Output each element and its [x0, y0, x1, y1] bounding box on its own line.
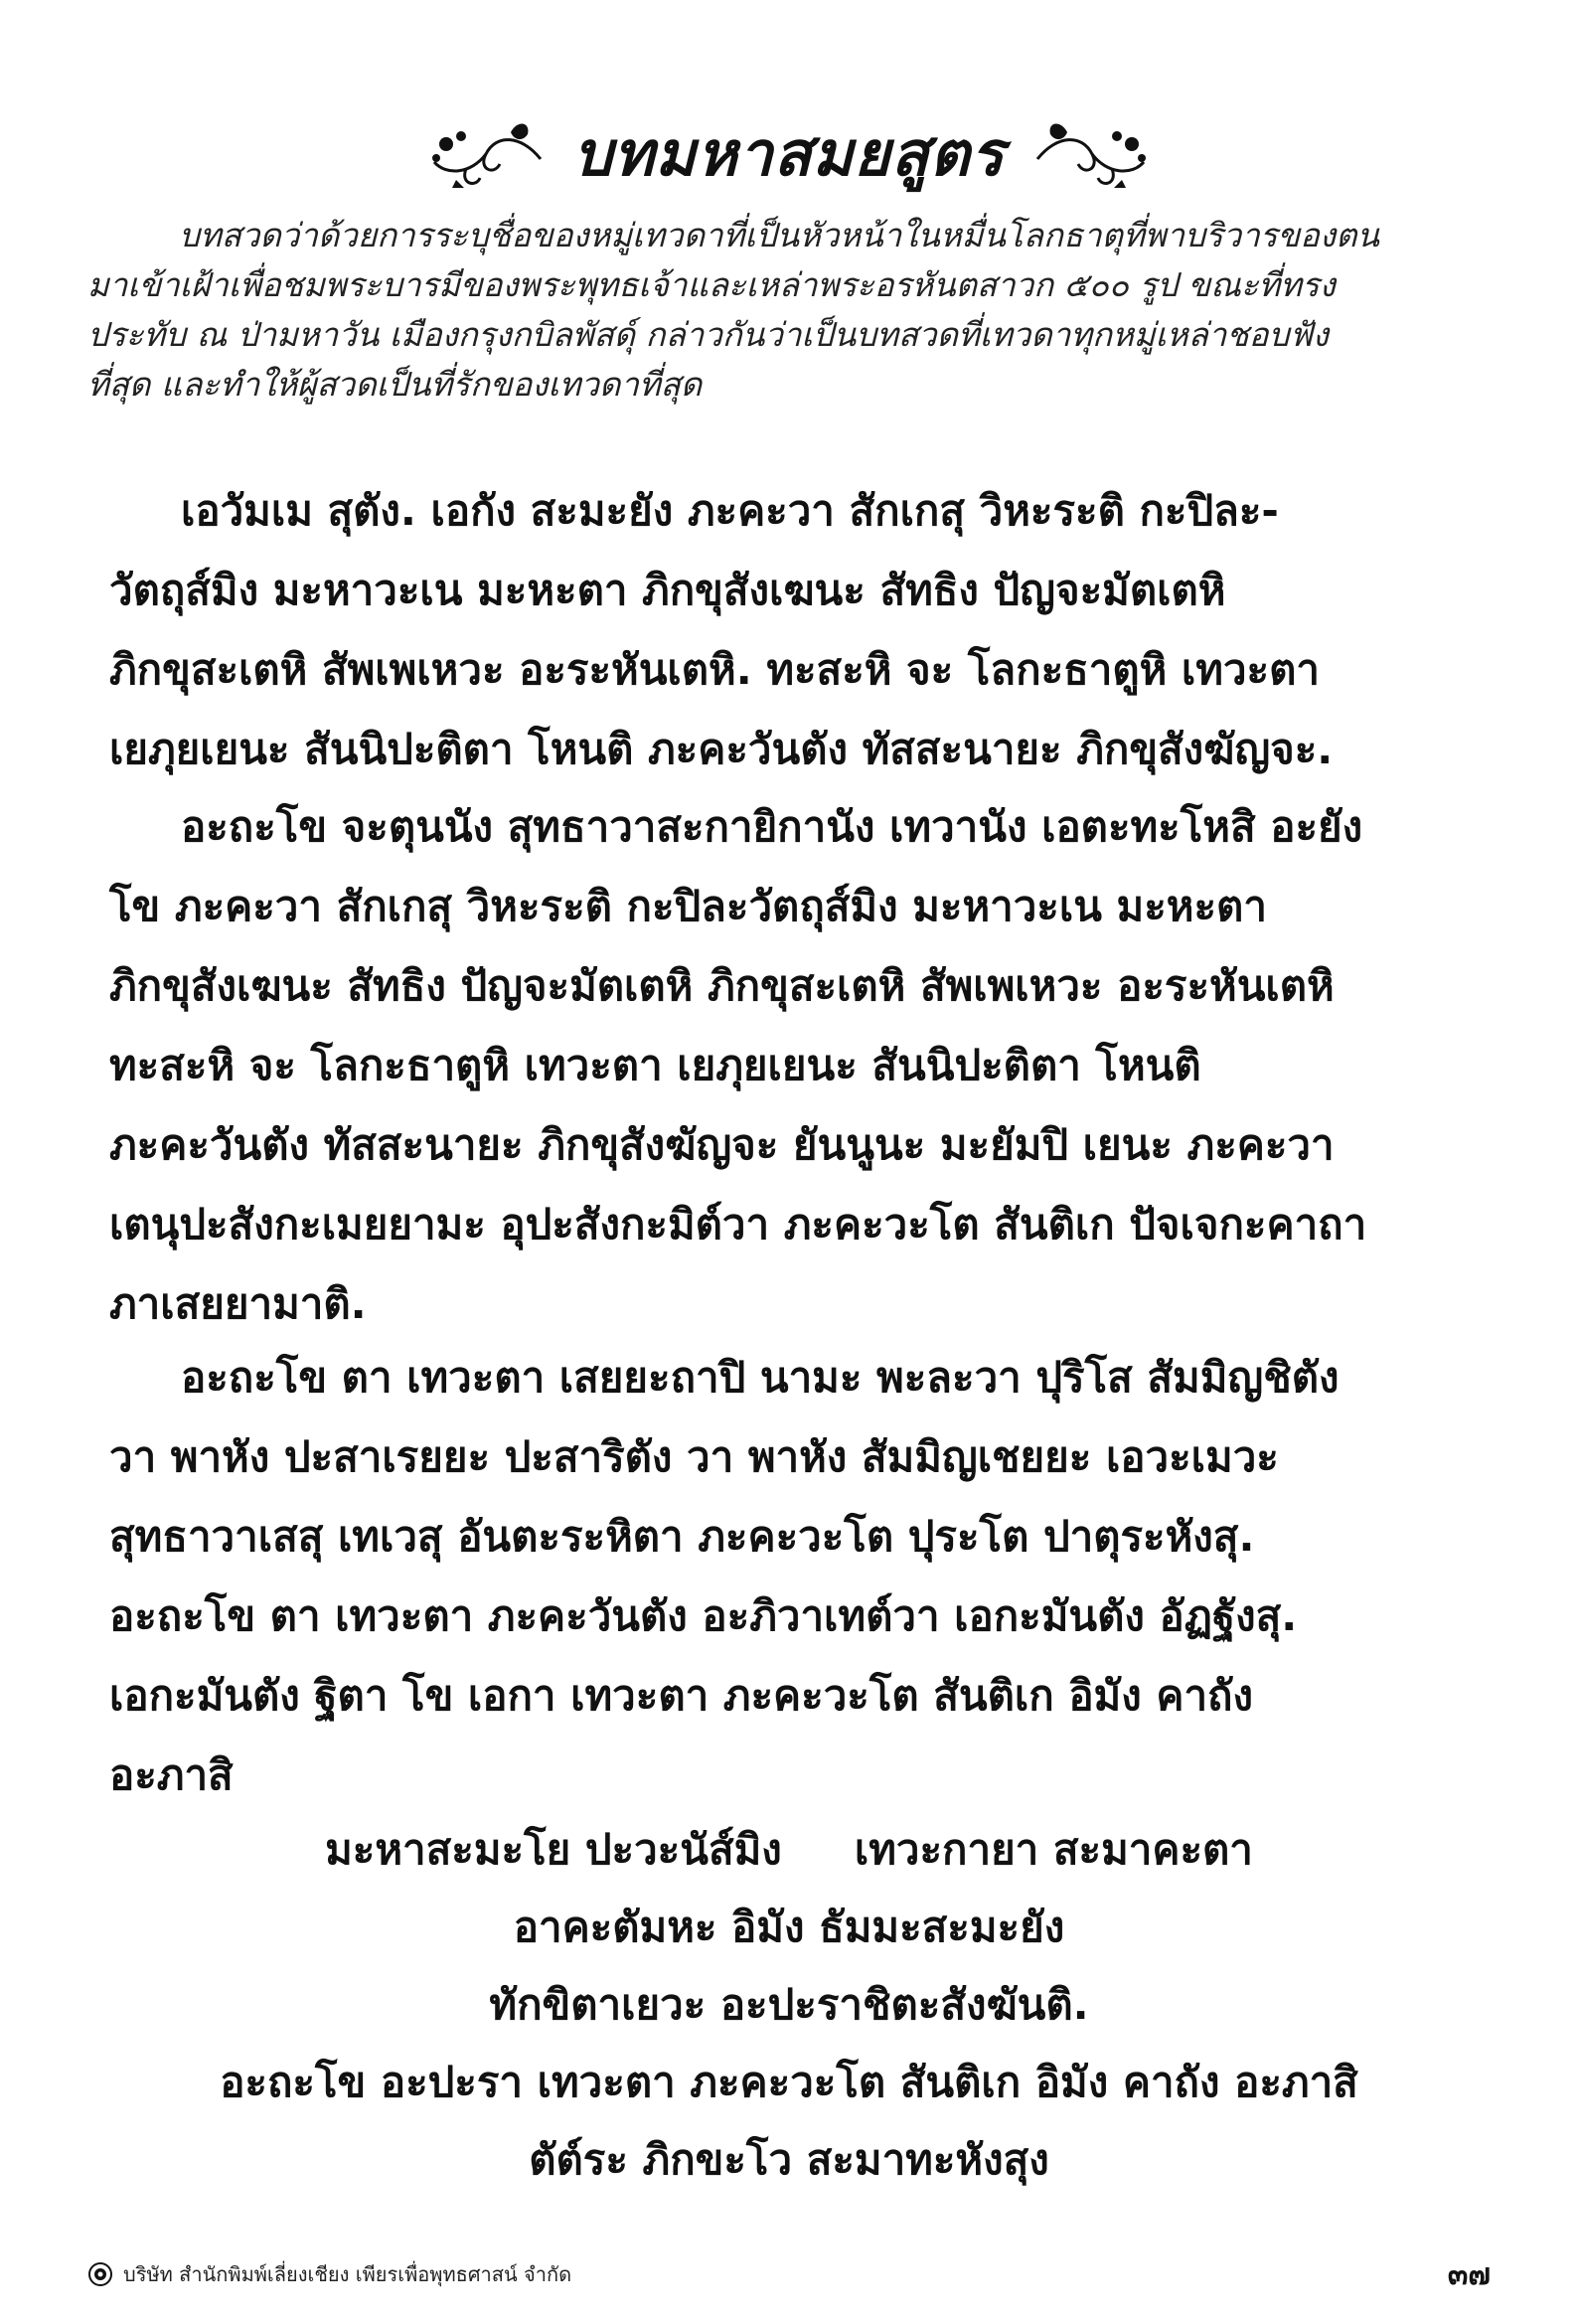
page-title: บทมหาสมยสูตร: [572, 117, 1006, 190]
chant-line: เยภุยเยนะ สันนิปะติตา โหนติ ภะคะวันตัง ทัสสะนายะ ภิกขุสังฆัญจะ.: [109, 725, 1334, 773]
chant-line: อะถะโข จะตุนนัง สุทธาวาสะกายิกานัง เทวานัง เอตะทะโหสิ อะยัง: [181, 802, 1363, 851]
publisher-name: บริษัท สำนักพิมพ์เลี่ยงเชียง เพียรเพื่อพุทธศาสน์ จำกัด: [123, 2262, 572, 2286]
chant-line: โข ภะคะวา สักเกสุ วิหะระติ กะปิละวัตถุส์มิง มะหาวะเน มะหะตา: [109, 882, 1267, 930]
chant-line: เอวัมเม สุตัง. เอกัง สะมะยัง ภะคะวา สักเกสุ วิหะระติ กะปิละ-: [181, 486, 1279, 535]
title-row: [0, 99, 1578, 209]
chant-line: วา พาหัง ปะสาเรยยะ ปะสาริตัง วา พาหัง สัมมิญเชยยะ เอวะเมวะ: [109, 1432, 1279, 1481]
chant-line: อะถะโข ตา เทวะตา ภะคะวันตัง อะภิวาเทต์วา เอกะมันตัง อัฏฐังสุ.: [109, 1591, 1298, 1640]
verse-line: อะถะโข อะปะรา เทวะตา ภะคะวะโต สันติเก อิมัง คาถัง อะภาสิ: [220, 2058, 1358, 2106]
chant-line: ภิกขุสังเฆนะ สัทธิง ปัญจะมัตเตหิ ภิกขุสะเตหิ สัพเพเหวะ อะระหันเตหิ: [109, 961, 1335, 1010]
verse-line: ทักขิตาเยวะ อะปะราชิตะสังฆันติ.: [489, 1980, 1089, 2029]
chant-paragraph-2: [109, 787, 1471, 1344]
chant-line: สุทธาวาเสสุ เทเวสุ อันตะระหิตา ภะคะวะโต ปุระโต ปาตุระหังสุ.: [109, 1512, 1255, 1561]
chant-line: เตนุปะสังกะเมยยามะ อุปะสังกะมิต์วา ภะคะวะโต สันติเก ปัจเจกะคาถา: [109, 1200, 1367, 1248]
intro-line: ที่สุด และทำให้ผู้สวดเป็นที่รักของเทวดาที่สุด: [87, 365, 703, 404]
chant-paragraph-1: [109, 471, 1471, 789]
chant-line: ทะสะหิ จะ โลกะธาตูหิ เทวะตา เยภุยเยนะ สันนิปะติตา โหนติ: [109, 1041, 1201, 1089]
intro-line: ประทับ ณ ป่ามหาวัน เมืองกรุงกบิลพัสดุ์ กล่าวกันว่าเป็นบทสวดที่เทวดาทุกหมู่เหล่าชอบฟัง: [87, 315, 1329, 354]
chant-line: อะภาสิ: [109, 1750, 234, 1799]
chant-line: ภะคะวันตัง ทัสสะนายะ ภิกขุสังฆัญจะ ยันนูนะ มะยัมปิ เยนะ ภะคะวา: [109, 1120, 1335, 1169]
publisher-logo-icon: [87, 2261, 113, 2287]
verse-line: มะหาสะมะโย ปะวะนัส์มิง เทวะกายา สะมาคะตา: [325, 1825, 1253, 1874]
verse-block: [0, 1811, 1578, 2199]
verse-line: ตัต์ระ ภิกขะโว สะมาทะหังสุง: [529, 2135, 1049, 2184]
page-number: ๓๗: [1447, 2256, 1491, 2292]
footer-publisher: [87, 2258, 571, 2290]
page-footer: [87, 2254, 1491, 2294]
chant-paragraph-3: [109, 1338, 1471, 1815]
verse-line: อาคะตัมหะ อิมัง ธัมมะสะมะยัง: [513, 1903, 1065, 1951]
right-floral-ornament-icon: [1032, 114, 1152, 194]
chant-line: อะถะโข ตา เทวะตา เสยยะถาปิ นามะ พะละวา ปุริโส สัมมิญชิตัง: [181, 1353, 1340, 1402]
left-floral-ornament-icon: [426, 114, 546, 194]
intro-paragraph: [87, 211, 1491, 410]
chant-line: เอกะมันตัง ฐิตา โข เอกา เทวะตา ภะคะวะโต สันติเก อิมัง คาถัง: [109, 1671, 1253, 1720]
intro-line: มาเข้าเฝ้าเพื่อชมพระบารมีของพระพุทธเจ้าและเหล่าพระอรหันตสาวก ๕๐๐ รูป ขณะที่ทรง: [87, 265, 1336, 304]
chant-line: ภาเสยยามาติ.: [109, 1279, 367, 1328]
intro-line: บทสวดว่าด้วยการระบุชื่อของหมู่เทวดาที่เป็นหัวหน้าในหมื่นโลกธาตุที่พาบริวารของตน: [179, 216, 1379, 254]
chant-line: ภิกขุสะเตหิ สัพเพเหวะ อะระหันเตหิ. ทะสะหิ จะ โลกะธาตูหิ เทวะตา: [109, 645, 1320, 694]
chant-line: วัตถุส์มิง มะหาวะเน มะหะตา ภิกขุสังเฆนะ สัทธิง ปัญจะมัตเตหิ: [109, 566, 1226, 614]
